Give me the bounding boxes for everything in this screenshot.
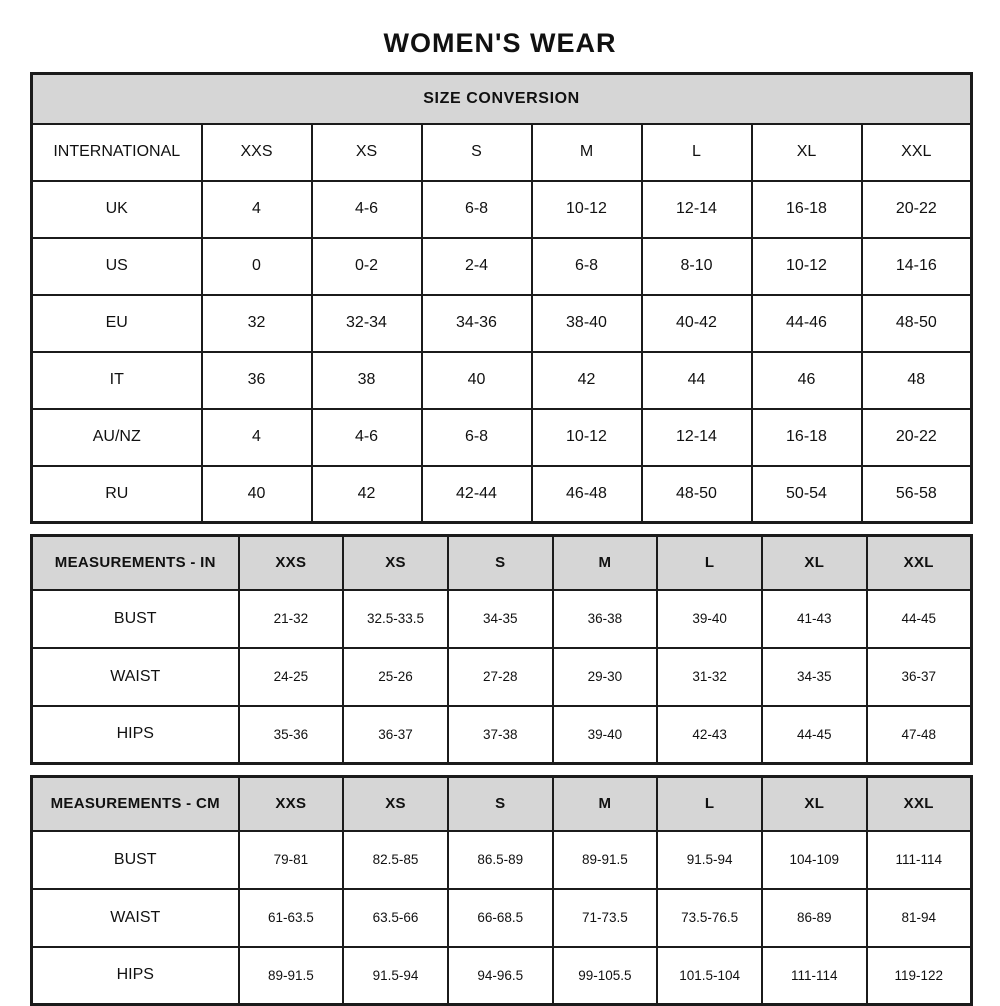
value-cell: 46	[752, 352, 862, 409]
value-cell: 111-114	[867, 831, 972, 889]
value-cell: 82.5-85	[343, 831, 448, 889]
size-column-header-xl: XL	[762, 536, 867, 590]
value-cell: 42-44	[422, 466, 532, 523]
value-cell: 21-32	[239, 590, 344, 648]
value-cell: 6-8	[532, 238, 642, 295]
row-label: HIPS	[32, 947, 239, 1005]
measurements-in-table	[30, 534, 973, 765]
size-column-header-s: S	[448, 536, 553, 590]
size-column-header-xxl: XXL	[867, 536, 972, 590]
value-cell: 36-37	[867, 648, 972, 706]
size-column-header-l: L	[657, 777, 762, 831]
size-column-header-s: S	[448, 777, 553, 831]
size-column-header-xl: XL	[752, 124, 862, 181]
value-cell: 0-2	[312, 238, 422, 295]
value-cell: 36-37	[343, 706, 448, 764]
measurements-cm-row-waist	[32, 889, 972, 947]
size-column-header-xxl: XXL	[862, 124, 972, 181]
row-label: WAIST	[32, 889, 239, 947]
size-column-header-xxs: XXS	[239, 536, 344, 590]
size-conversion-title: SIZE CONVERSION	[32, 74, 972, 124]
size-column-header-m: M	[553, 777, 658, 831]
value-cell: 44-45	[762, 706, 867, 764]
value-cell: 61-63.5	[239, 889, 344, 947]
value-cell: 31-32	[657, 648, 762, 706]
value-cell: 10-12	[752, 238, 862, 295]
value-cell: 6-8	[422, 409, 532, 466]
row-label: BUST	[32, 831, 239, 889]
value-cell: 48	[862, 352, 972, 409]
size-column-header-m: M	[532, 124, 642, 181]
size-conversion-columns-row	[32, 124, 972, 181]
value-cell: 46-48	[532, 466, 642, 523]
measurements-cm-title: MEASUREMENTS - CM	[32, 777, 239, 831]
page-title: WOMEN'S WEAR	[383, 28, 617, 58]
value-cell: 81-94	[867, 889, 972, 947]
value-cell: 48-50	[642, 466, 752, 523]
value-cell: 4	[202, 409, 312, 466]
value-cell: 2-4	[422, 238, 532, 295]
row-label: IT	[32, 352, 202, 409]
value-cell: 34-36	[422, 295, 532, 352]
value-cell: 39-40	[657, 590, 762, 648]
value-cell: 71-73.5	[553, 889, 658, 947]
size-column-header-xs: XS	[312, 124, 422, 181]
size-column-header-xs: XS	[343, 777, 448, 831]
size-conversion-row-us	[32, 238, 972, 295]
value-cell: 25-26	[343, 648, 448, 706]
value-cell: 14-16	[862, 238, 972, 295]
value-cell: 101.5-104	[657, 947, 762, 1005]
value-cell: 34-35	[762, 648, 867, 706]
value-cell: 12-14	[642, 409, 752, 466]
measurements-in-header-row	[32, 536, 972, 590]
size-conversion-table	[30, 72, 973, 524]
size-column-header-l: L	[657, 536, 762, 590]
size-conversion-row-it	[32, 352, 972, 409]
measurements-in-row-waist	[32, 648, 972, 706]
value-cell: 24-25	[239, 648, 344, 706]
size-conversion-row-au-nz	[32, 409, 972, 466]
value-cell: 66-68.5	[448, 889, 553, 947]
value-cell: 34-35	[448, 590, 553, 648]
value-cell: 32.5-33.5	[343, 590, 448, 648]
value-cell: 50-54	[752, 466, 862, 523]
measurements-cm-table	[30, 775, 973, 1006]
value-cell: 6-8	[422, 181, 532, 238]
value-cell: 86.5-89	[448, 831, 553, 889]
value-cell: 4-6	[312, 409, 422, 466]
value-cell: 40-42	[642, 295, 752, 352]
size-conversion-title-row	[32, 74, 972, 124]
value-cell: 32-34	[312, 295, 422, 352]
value-cell: 16-18	[752, 181, 862, 238]
size-column-header-m: M	[553, 536, 658, 590]
value-cell: 99-105.5	[553, 947, 658, 1005]
value-cell: 47-48	[867, 706, 972, 764]
measurements-cm-row-bust	[32, 831, 972, 889]
value-cell: 73.5-76.5	[657, 889, 762, 947]
international-column-header: INTERNATIONAL	[32, 124, 202, 181]
size-column-header-xxl: XXL	[867, 777, 972, 831]
row-label: RU	[32, 466, 202, 523]
row-label: AU/NZ	[32, 409, 202, 466]
value-cell: 89-91.5	[239, 947, 344, 1005]
value-cell: 40	[422, 352, 532, 409]
value-cell: 42	[532, 352, 642, 409]
value-cell: 20-22	[862, 409, 972, 466]
value-cell: 119-122	[867, 947, 972, 1005]
measurements-in-title: MEASUREMENTS - IN	[32, 536, 239, 590]
value-cell: 27-28	[448, 648, 553, 706]
value-cell: 94-96.5	[448, 947, 553, 1005]
value-cell: 37-38	[448, 706, 553, 764]
value-cell: 91.5-94	[657, 831, 762, 889]
value-cell: 63.5-66	[343, 889, 448, 947]
value-cell: 35-36	[239, 706, 344, 764]
value-cell: 38-40	[532, 295, 642, 352]
row-label: UK	[32, 181, 202, 238]
value-cell: 10-12	[532, 409, 642, 466]
size-conversion-row-ru	[32, 466, 972, 523]
value-cell: 48-50	[862, 295, 972, 352]
measurements-cm-row-hips	[32, 947, 972, 1005]
row-label: US	[32, 238, 202, 295]
value-cell: 32	[202, 295, 312, 352]
value-cell: 20-22	[862, 181, 972, 238]
size-column-header-xxs: XXS	[202, 124, 312, 181]
size-column-header-xs: XS	[343, 536, 448, 590]
value-cell: 8-10	[642, 238, 752, 295]
size-column-header-xl: XL	[762, 777, 867, 831]
size-column-header-s: S	[422, 124, 532, 181]
value-cell: 38	[312, 352, 422, 409]
value-cell: 36-38	[553, 590, 658, 648]
size-conversion-row-eu	[32, 295, 972, 352]
value-cell: 42-43	[657, 706, 762, 764]
value-cell: 44-45	[867, 590, 972, 648]
row-label: HIPS	[32, 706, 239, 764]
value-cell: 42	[312, 466, 422, 523]
value-cell: 40	[202, 466, 312, 523]
value-cell: 89-91.5	[553, 831, 658, 889]
measurements-in-row-bust	[32, 590, 972, 648]
value-cell: 91.5-94	[343, 947, 448, 1005]
value-cell: 44	[642, 352, 752, 409]
value-cell: 41-43	[762, 590, 867, 648]
value-cell: 39-40	[553, 706, 658, 764]
value-cell: 4	[202, 181, 312, 238]
size-column-header-xxs: XXS	[239, 777, 344, 831]
value-cell: 4-6	[312, 181, 422, 238]
measurements-cm-header-row	[32, 777, 972, 831]
value-cell: 29-30	[553, 648, 658, 706]
measurements-in-row-hips	[32, 706, 972, 764]
size-column-header-l: L	[642, 124, 752, 181]
row-label: BUST	[32, 590, 239, 648]
value-cell: 12-14	[642, 181, 752, 238]
value-cell: 44-46	[752, 295, 862, 352]
value-cell: 36	[202, 352, 312, 409]
value-cell: 86-89	[762, 889, 867, 947]
value-cell: 10-12	[532, 181, 642, 238]
row-label: WAIST	[32, 648, 239, 706]
value-cell: 79-81	[239, 831, 344, 889]
value-cell: 16-18	[752, 409, 862, 466]
value-cell: 104-109	[762, 831, 867, 889]
value-cell: 0	[202, 238, 312, 295]
size-conversion-row-uk	[32, 181, 972, 238]
value-cell: 56-58	[862, 466, 972, 523]
value-cell: 111-114	[762, 947, 867, 1005]
row-label: EU	[32, 295, 202, 352]
